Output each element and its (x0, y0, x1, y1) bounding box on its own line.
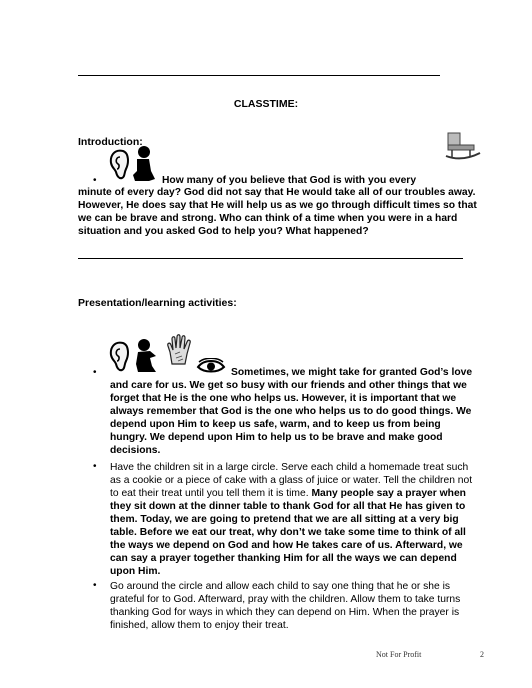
ear-icon (108, 340, 130, 372)
intro-heading: Introduction: (78, 136, 143, 148)
b2-line-8: can say a prayer together thanking Him for all the ways we can depend (110, 553, 457, 564)
hand-icon (166, 334, 192, 366)
b2-line-7: the ways we depend on God and how He takes care of us. Afterward, we (110, 540, 463, 551)
eye-icon (196, 358, 226, 374)
intro-line-3: However, He does say that He will help us as we go through difficult times so that (78, 200, 477, 211)
b3-line-1: Go around the circle and allow each child to say one thing that he or she is (110, 581, 451, 592)
b2-line-5: them. Today, we are going to pretend that we are all sitting at a very big (110, 514, 459, 525)
b1-line-6: hungry. We depend upon Him to help us to be brave and make good (110, 432, 443, 443)
page-title: CLASSTIME: (233, 98, 299, 110)
b2-line-6: table. Before we eat our treat, why don’t we take some time to think of all (110, 527, 466, 538)
b1-line-3: forget that He is the one who helps us. However, it is important that we (110, 393, 457, 404)
b2-line-3-bold: Many people say a prayer when (311, 488, 466, 499)
b1-line-4: always remember that God is the one who helps us to do good things. We (110, 406, 472, 417)
intro-line-4: we can be brave and strong. Who can think of a time when you were in a hard (78, 213, 458, 224)
intro-line-1: How many of you believe that God is with you every (162, 175, 417, 186)
intro-line-2: minute of every day? God did not say that He would take all of our troubles away. (78, 187, 476, 198)
b1-line-7: decisions. (110, 445, 161, 456)
b3-line-3: thanking God for ways in which they can depend on Him. When the prayer is (110, 607, 460, 618)
b3-line-2: grateful for to God. Afterward, pray with the children. Allow them to take turns (110, 594, 461, 605)
bullet: • (93, 580, 97, 591)
middle-rule (78, 258, 463, 259)
presentation-heading: Presentation/learning activities: (78, 297, 237, 309)
b1-line-2: and care for us. We get so busy with our friends and other things that we (110, 380, 467, 391)
b3-line-4: finished, allow them to enjoy their treat. (110, 620, 289, 631)
b2-line-2: as a cookie or a piece of cake with a glass of juice or water. Tell the children not (110, 475, 473, 486)
rocking-chair-icon (444, 131, 482, 161)
b1-line-5: depend upon Him to keep us safe, warm, and to keep us from being (110, 419, 441, 430)
b2-line-4: they sit down at the dinner table to thank God for all that He has given to (110, 501, 466, 512)
b2-line-1: Have the children sit in a large circle. Serve each child a homemade treat such (110, 462, 469, 473)
bullet: • (93, 367, 97, 378)
intro-line-5: situation and you asked God to help you? What happened? (78, 226, 369, 237)
footer-label: Not For Profit (376, 650, 422, 659)
ear-icon (108, 148, 130, 180)
kneeling-child-icon (129, 145, 157, 183)
b2-line-3 (110, 487, 466, 501)
b2-line-3-plain: to eat their treat until you tell them it is time. (110, 488, 312, 499)
bullet: • (93, 175, 97, 186)
page-number: 2 (480, 650, 484, 659)
kneeling-child-icon (132, 338, 160, 374)
b1-line-1: Sometimes, we might take for granted God’s love (231, 367, 473, 378)
bullet: • (93, 461, 97, 472)
top-rule (78, 75, 440, 76)
b2-line-9: upon Him. (110, 566, 161, 577)
